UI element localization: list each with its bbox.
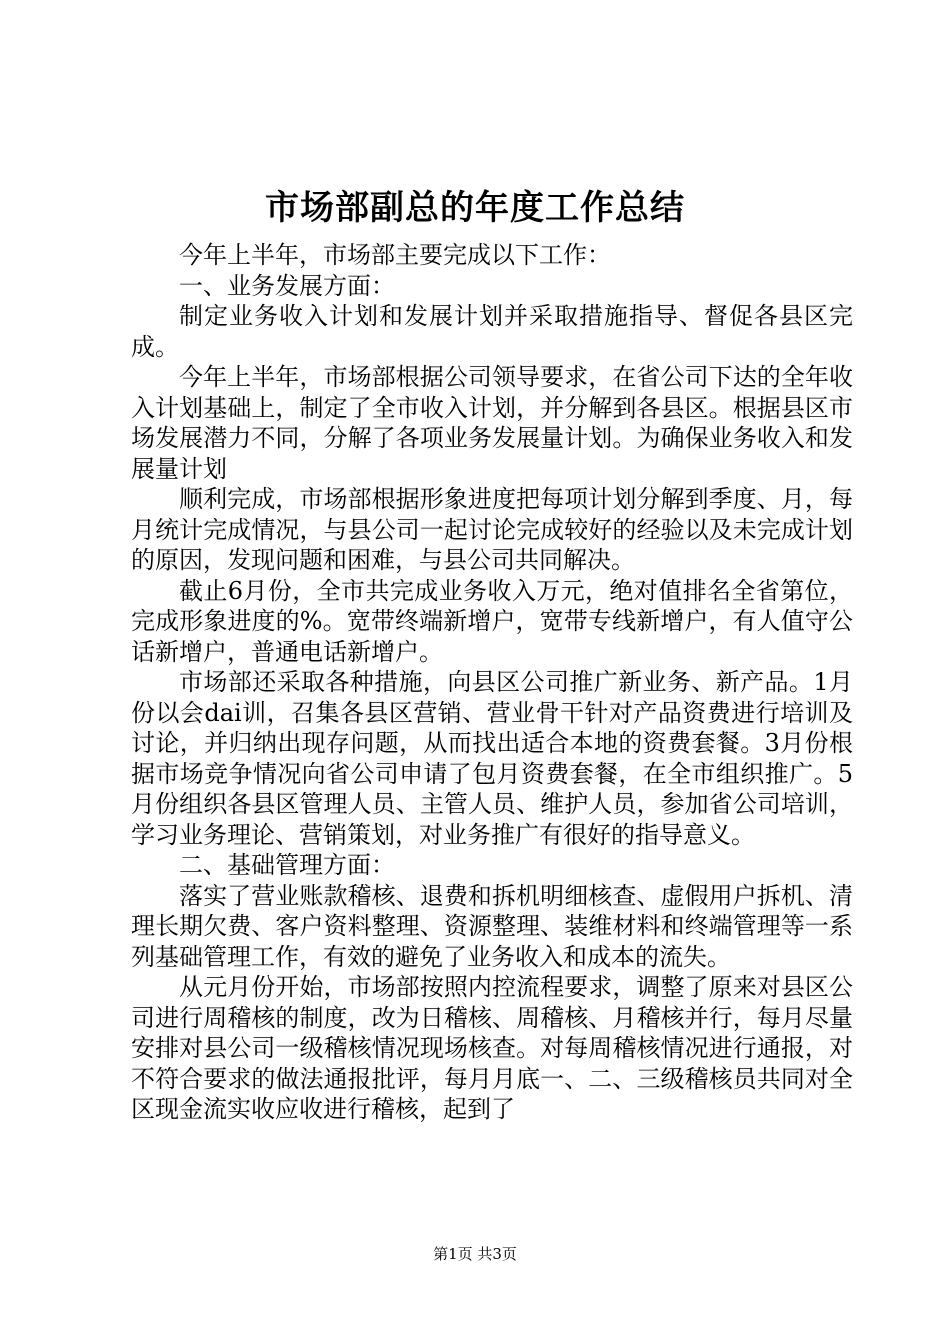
paragraph: 制定业务收入计划和发展计划并采取措施指导、督促各县区完成。 <box>131 302 853 361</box>
paragraph: 今年上半年，市场部根据公司领导要求，在省公司下达的全年收入计划基础上，制定了全市收入计划，并分解到各县区。根据县区市场发展潜力不同，分解了各项业务发展量计划。为确保业务收入和发展量计划 <box>131 363 853 483</box>
document-title: 市场部副总的年度工作总结 <box>265 188 685 228</box>
paragraph: 今年上半年，市场部主要完成以下工作： <box>179 241 611 269</box>
paragraph: 从元月份开始，市场部按照内控流程要求，调整了原来对县区公司进行周稽核的制度，改为日稽核、周稽核、月稽核并行，每月尽量安排对县公司一级稽核情况现场核查。对每周稽核情况进行通报，对不符合要求的做法通报批评，每月月底一、二、三级稽核员共同对全区现金流实收应收进行稽核，起到了 <box>131 973 853 1123</box>
document-body <box>131 240 853 1125</box>
paragraph: 截止6月份，全市共完成业务收入万元，绝对值排名全省第位，完成形象进度的%。宽带终端新增户，宽带专线新增户，有人值守公话新增户，普通电话新增户。 <box>131 576 853 666</box>
paragraph: 顺利完成，市场部根据形象进度把每项计划分解到季度、月，每月统计完成情况，与县公司一起讨论完成较好的经验以及未完成计划的原因，发现问题和困难，与县公司共同解决。 <box>131 485 853 574</box>
page-footer: 第1页 共3页 <box>433 1245 517 1263</box>
paragraph: 市场部还采取各种措施，向县区公司推广新业务、新产品。1月份以会dai训，召集各县区营销、营业骨干针对产品资费进行培训及讨论，并归纳出现存问题，从而找出适合本地的资费套餐。3月份根据市场竞争情况向省公司申请了包月资费套餐，在全市组织推广。5月份组织各县区管理人员、主管人员、维护人员，参加省公司培训，学习业务理论、营销策划，对业务推广有很好的指导意义。 <box>131 668 853 849</box>
section-heading: 一、业务发展方面： <box>179 271 395 300</box>
paragraph: 落实了营业账款稽核、退费和拆机明细核查、虚假用户拆机、清理长期欠费、客户资料整理、资源整理、装维材料和终端管理等一系列基础管理工作，有效的避免了业务收入和成本的流失。 <box>131 881 853 971</box>
section-heading: 二、基础管理方面： <box>179 851 395 879</box>
